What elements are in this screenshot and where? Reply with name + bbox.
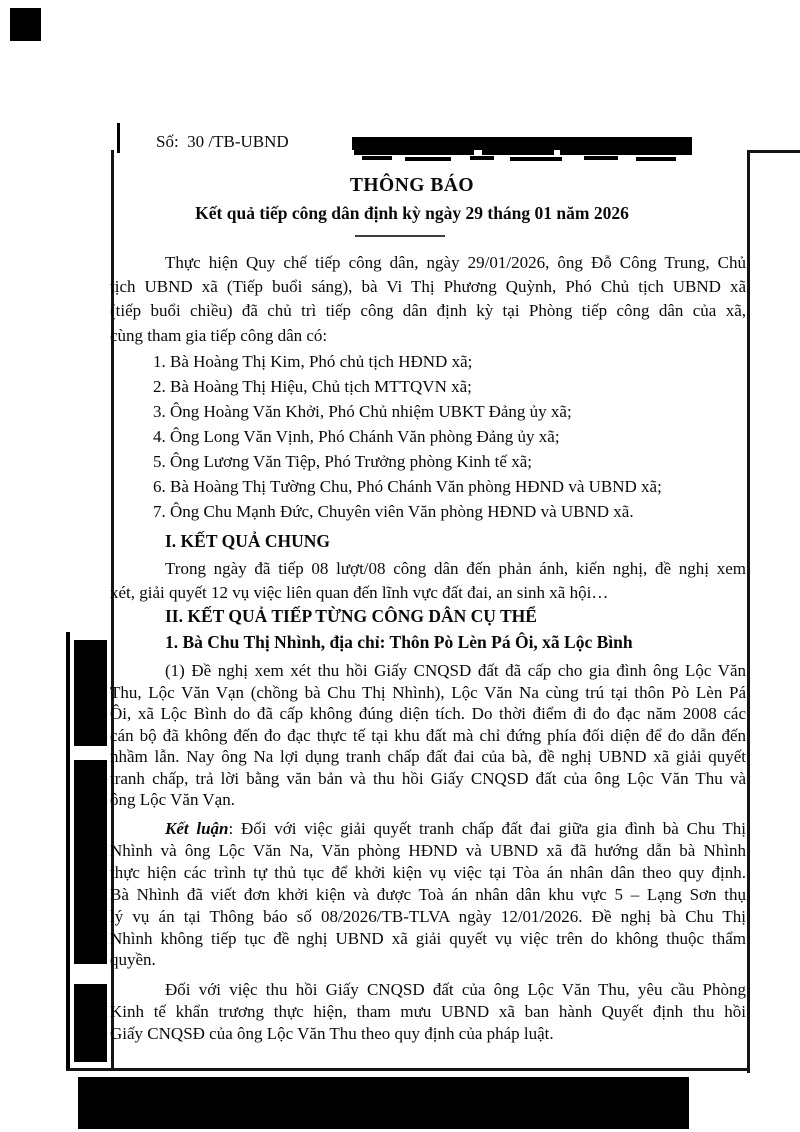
bottom-redaction-bar — [78, 1077, 689, 1129]
list-item: 4. Ông Long Văn Vịnh, Phó Chánh Văn phòng Đảng ủy xã; — [153, 427, 560, 446]
text-line: Trong ngày đã tiếp 08 lượt/08 công dân đến phản ánh, kiến nghị, đề nghị xem — [165, 559, 746, 578]
text-line: Đối với việc thu hồi Giấy CNQSD đất của ông Lộc Văn Thu, yêu cầu Phòng — [165, 980, 746, 999]
scan-corner-mark — [10, 8, 41, 41]
redaction-smudge — [405, 157, 451, 161]
list-item: 1. Bà Hoàng Thị Kim, Phó chủ tịch HĐND xã; — [153, 352, 473, 371]
redaction-smudge — [482, 150, 554, 155]
scan-left-edge-bar — [74, 760, 107, 964]
text-line: (1) Đề nghị xem xét thu hồi Giấy CNQSD đất đã cấp cho gia đình ông Lộc Văn — [165, 661, 746, 680]
paragraph-conclusion — [110, 818, 746, 971]
text-line: nhầm lẫn. Nay ông Na lợi dụng tranh chấp đất đai của bà, đề nghị UBND xã giải quyết — [110, 747, 746, 766]
paragraph-action — [110, 979, 746, 1045]
text-line: Thu, Lộc Văn Vạn (chồng bà Chu Thị Nhình), Lộc Văn Na cùng trú tại thôn Pò Lèn Pá — [110, 682, 746, 702]
page-top-border-line — [747, 150, 800, 153]
text-line: Nhình không tiếp tục đề nghị UBND xã giải quyết vụ việc trên do không thuộc thẩm — [110, 928, 746, 948]
text-line: Thực hiện Quy chế tiếp công dân, ngày 29/01/2026, ông Đỗ Công Trung, Chủ — [165, 253, 746, 272]
redaction-smudge — [354, 149, 474, 155]
text-line: cùng tham gia tiếp công dân có: — [110, 325, 328, 345]
document-subtitle: Kết quả tiếp công dân định kỳ ngày 29 tháng 01 năm 2026 — [195, 203, 629, 223]
section-heading-general-results: I. KẾT QUẢ CHUNG — [165, 531, 330, 551]
header-box-left-border — [117, 123, 120, 153]
text-line: cán bộ đã không đến đo đạc thực tế tại khu đất mà chỉ đứng phía đối diện để đo dẫn đến — [110, 725, 746, 745]
text-line: tranh chấp, trả lời bằng văn bản và thu hồi Giấy CNQSD đất của ông Lộc Văn Thu và — [110, 768, 746, 788]
list-item: 2. Bà Hoàng Thị Hiệu, Chủ tịch MTTQVN xã; — [153, 377, 472, 396]
text-line: xét, giải quyết 12 vụ việc liên quan đến lĩnh vực đất đai, an sinh xã hội… — [110, 583, 609, 602]
text-line: Nhình và ông Lộc Văn Na, Văn phòng HĐND và UBND xã đã hướng dẫn bà Nhình — [110, 840, 746, 860]
conclusion-text: : Đối với việc giải quyết tranh chấp đất đai giữa gia đình bà Chu Thị — [228, 819, 746, 838]
section-heading-individual-results: II. KẾT QUẢ TIẾP TỪNG CÔNG DÂN CỤ THỂ — [165, 606, 537, 626]
redaction-smudge — [560, 149, 692, 155]
document-number: Số: 30 /TB-UBND — [156, 132, 289, 151]
case-heading: 1. Bà Chu Thị Nhình, địa chỉ: Thôn Pò Lèn Pá Ôi, xã Lộc Bình — [165, 632, 633, 652]
page-bottom-border-line — [66, 1068, 749, 1071]
list-item: 3. Ông Hoàng Văn Khởi, Phó Chủ nhiệm UBKT Đảng ủy xã; — [153, 402, 572, 421]
redaction-smudge — [636, 157, 676, 161]
redaction-smudge — [584, 156, 618, 160]
scan-left-edge-bar — [74, 984, 107, 1062]
scan-left-edge-line — [66, 632, 70, 1069]
redaction-smudge — [470, 156, 494, 160]
text-line: thực hiện các trình tự thủ tục để khởi kiện vụ việc tại Tòa án nhân dân theo quy định. — [110, 862, 746, 882]
list-item: 5. Ông Lương Văn Tiệp, Phó Trưởng phòng Kinh tế xã; — [153, 452, 532, 471]
paragraph-intro — [110, 251, 746, 348]
title-underline — [355, 235, 445, 237]
page-right-border-line — [747, 151, 750, 1073]
text-line: (tiếp buổi chiều) đã chủ trì tiếp công dân định kỳ tại Phòng tiếp công dân của xã, — [110, 301, 746, 321]
text-line — [110, 818, 746, 840]
redaction-smudge — [510, 157, 562, 161]
conclusion-label: Kết luận — [165, 819, 229, 838]
list-item: 6. Bà Hoàng Thị Tường Chu, Phó Chánh Văn phòng HĐND và UBND xã; — [153, 477, 662, 496]
text-line: Giấy CNQSĐ của ông Lộc Văn Thu theo quy định của pháp luật. — [110, 1024, 554, 1043]
paragraph-summary — [110, 557, 746, 605]
text-line: lý vụ án tại Thông báo số 08/2026/TB-TLVA ngày 12/01/2026. Đề nghị bà Chu Thị — [110, 906, 746, 926]
attendee-list — [110, 349, 746, 524]
text-line: ông Lộc Văn Vạn. — [110, 790, 235, 809]
text-line: Kinh tế khẩn trương thực hiện, tham mưu UBND xã ban hành Quyết định thu hồi — [110, 1002, 746, 1021]
text-line: Bà Nhình đã viết đơn khởi kiện và được Toà án nhân dân khu vực 5 – Lạng Sơn thụ — [110, 884, 746, 904]
redaction-smudge — [362, 156, 392, 160]
document-title: THÔNG BÁO — [349, 175, 475, 196]
text-line: tịch UBND xã (Tiếp buổi sáng), bà Vi Thị Phương Quỳnh, Phó Chủ tịch UBND xã — [110, 277, 746, 297]
scan-left-edge-bar — [74, 640, 107, 746]
paragraph-request — [110, 660, 746, 811]
text-line: quyền. — [110, 950, 156, 970]
list-item: 7. Ông Chu Mạnh Đức, Chuyên viên Văn phòng HĐND và UBND xã. — [153, 502, 634, 521]
text-line: Ôi, xã Lộc Bình do đã cấp không đúng diện tích. Do thời điểm đi đo đạc năm 2008 các — [110, 704, 746, 723]
